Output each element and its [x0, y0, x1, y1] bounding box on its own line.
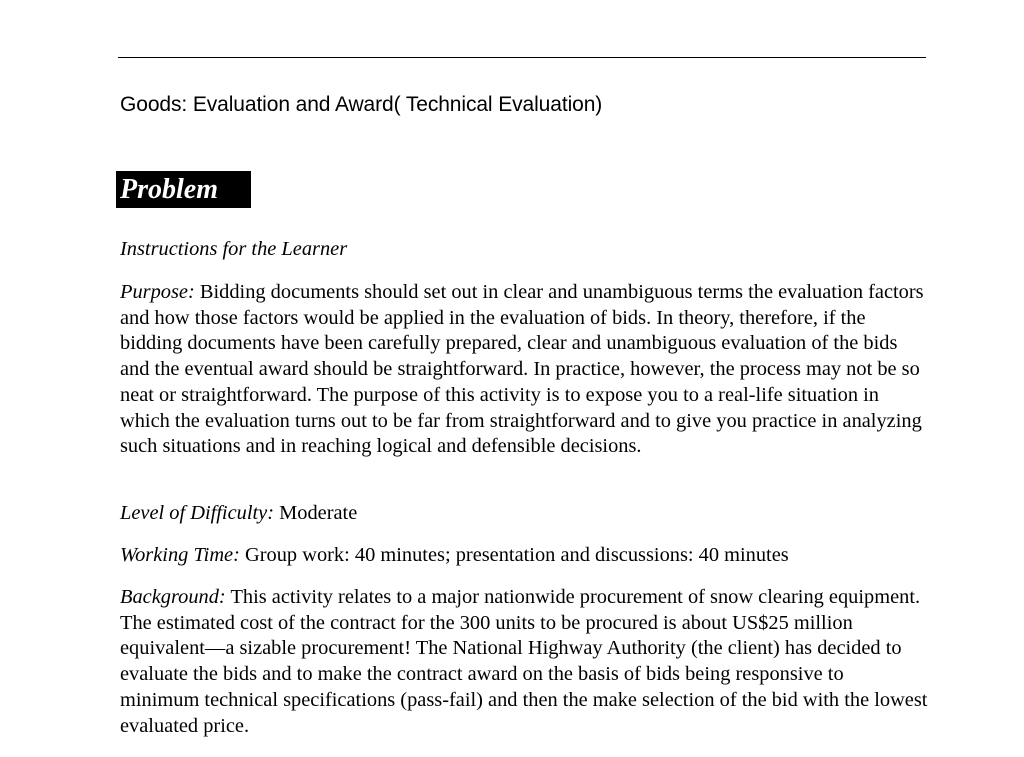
difficulty-value: Moderate [279, 502, 358, 524]
instructions-paragraph [120, 237, 928, 263]
difficulty-label: Level of Difficulty: [120, 502, 275, 524]
background-paragraph [120, 585, 928, 739]
purpose-label: Purpose: [120, 281, 195, 303]
difficulty-paragraph [120, 501, 928, 527]
purpose-paragraph [120, 280, 928, 460]
background-text: This activity relates to a major nationwide procurement of snow clearing equipment. The estimated cost of the contract for the 300 units to be procured is about US$25 million equivalent—a sizable procurement! The National Highway Authority (the client) has decided to evaluate the bids and to make the contract award on the basis of bids being responsive to minimum technical specifications (pass-fail) and then the make selection of the bid with the lowest evaluated price. [120, 586, 928, 737]
working-time-label: Working Time: [120, 544, 240, 566]
page-header-title: Goods: Evaluation and Award( Technical Evaluation) [120, 93, 603, 116]
working-time-value: Group work: 40 minutes; presentation and discussions: 40 minutes [245, 544, 789, 566]
section-badge: Problem [116, 171, 251, 208]
instructions-heading: Instructions for the Learner [120, 238, 348, 260]
working-time-paragraph [120, 543, 928, 569]
purpose-text: Bidding documents should set out in clear and unambiguous terms the evaluation factors and how those factors would be applied in the evaluation of bids. In theory, therefore, if the bidding documents have been carefully prepared, clear and unambiguous evaluation of the bids and the eventual award should be straightforward. In practice, however, the process may not be so neat or straightforward. The purpose of this activity is to expose you to a real-life situation in which the evaluation turns out to be far from straightforward and to give you practice in analyzing such situations and in reaching logical and defensible decisions. [120, 281, 924, 458]
header-rule [118, 57, 926, 58]
background-label: Background: [120, 586, 226, 608]
